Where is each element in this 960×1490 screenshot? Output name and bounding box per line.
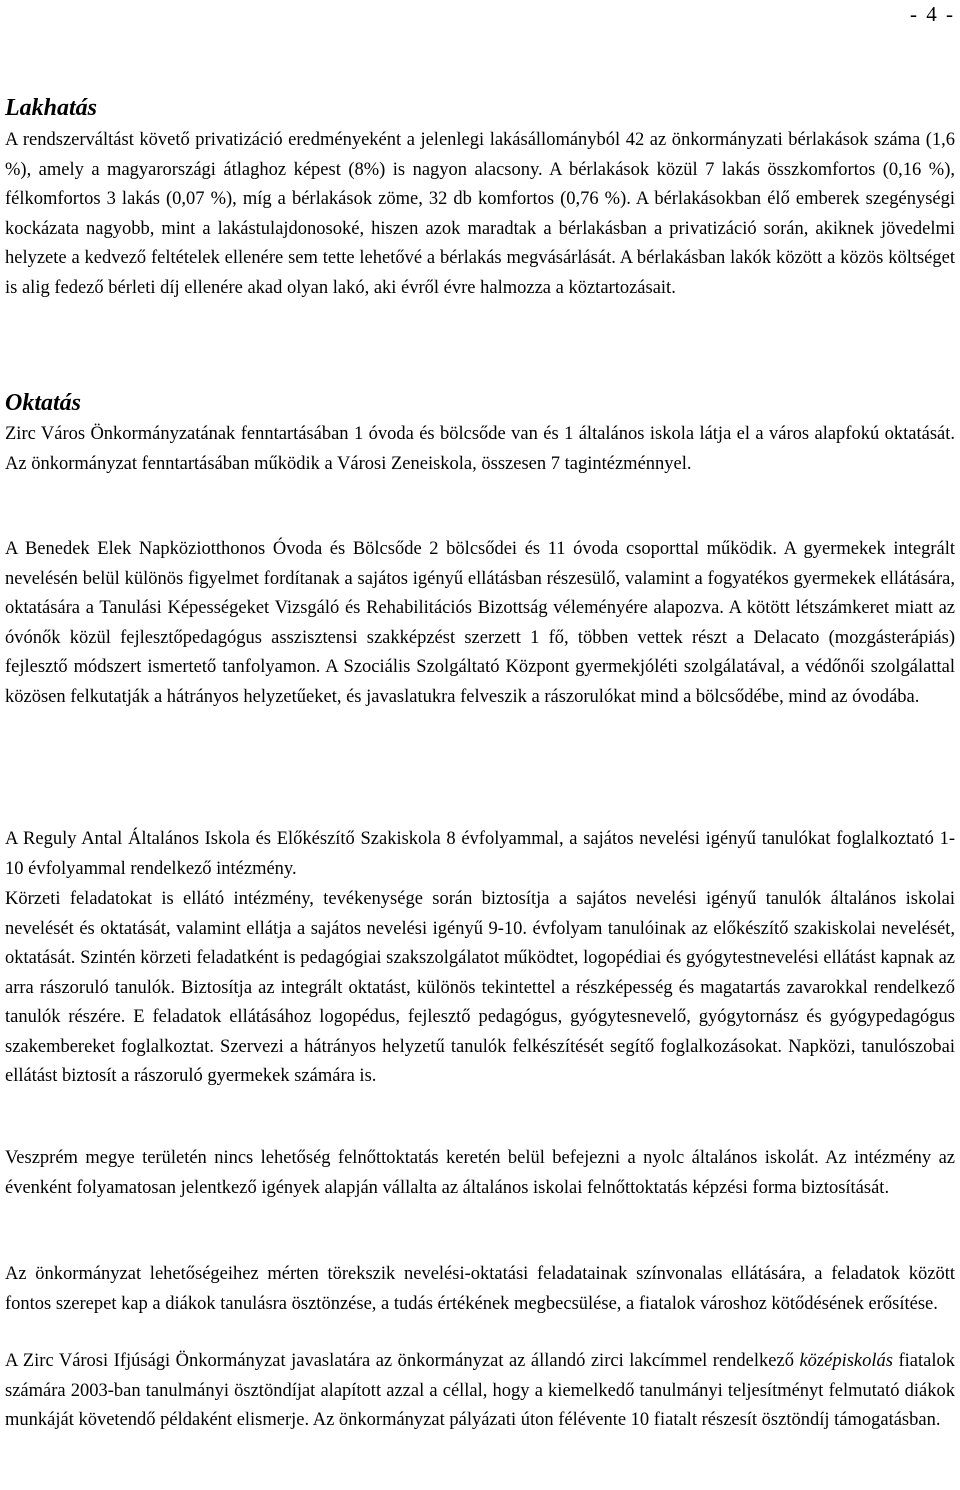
paragraph-7-text-start: A Zirc Városi Ifjúsági Önkormányzat javaslatára az önkormányzat az állandó zirci lakcímmel rendelkező (5, 1351, 800, 1371)
education-paragraph-7 (5, 1347, 955, 1436)
education-paragraph-4: Körzeti feladatokat is ellátó intézmény, tevékenysége során biztosítja a sajátos nevelési igényű tanulók általános iskolai nevelését és oktatását, valamint ellátja a sajátos nevelési igényű 9-10. évfolyam tanulóinak az előkészítő szakiskolai nevelését, oktatását. Szintén körzeti feladatként is pedagógiai szakszolgálatot működtet, logopédiai és gyógytestnevelési ellátást kapnak az arra rászoruló tanulók. Biztosítja az integrált oktatást, különös tekintettel a részképesség és magatartás zavarokkal rendelkező tanulók részére. E feladatok ellátásához logopédus, fejlesztő pedagógus, gyógytesnevelő, gyógytornász és gyógypedagógus szakembereket foglalkoztat. Szervezi a hátrányos helyzetű tanulók felkészítését segítő foglalkozásokat. Napközi, tanulószobai ellátást biztosít a rászoruló gyermekek számára is. (5, 889, 955, 1086)
education-paragraph-2: A Benedek Elek Napköziotthonos Óvoda és Bölcsőde 2 bölcsődei és 11 óvoda csoporttal működik. A gyermekek integrált nevelésén belül különös figyelmet fordítanak a sajátos igényű ellátásban részesülő, valamint a fogyatékos gyermekek ellátására, oktatására a Tanulási Képességeket Vizsgáló és Rehabilitációs Bizottság véleményére alapozva. A kötött létszámkeret miatt az óvónők közül fejlesztőpedagógus asszisztensi szakképzést szerzett 1 fő, többen vettek részt a Delacato (mozgásterápiás) fejlesztő módszert ismertető tanfolyamon. A Szociális Szolgáltató Központ gyermekjóléti szolgálatával, a védőnői szolgálattal közösen felkutatják a hátrányos helyzetűeket, és javaslatukra felveszik a rászorulókat mind a bölcsődébe, mind az óvodába. (5, 539, 955, 707)
education-paragraph-1: Zirc Város Önkormányzatának fenntartásában 1 óvoda és bölcsőde van és 1 általános iskola látja el a város alapfokú oktatását. Az önkormányzat fenntartásában működik a Városi Zeneiskola, összesen 7 tagintézménnyel. (5, 424, 955, 474)
page-number: - 4 - (910, 2, 955, 26)
education-paragraph-3: A Reguly Antal Általános Iskola és Előkészítő Szakiskola 8 évfolyammal, a sajátos nevelési igényű tanulókat foglalkoztató 1-10 évfolyammal rendelkező intézmény. (5, 829, 955, 879)
paragraph-7-text-end: fiatalok számára 2003-ban tanulmányi ösztöndíjat alapított azzal a céllal, hogy a kiemelkedő tanulmányi teljesítményt felmutató diákok munkáját követendő példaként elismerje. Az önkormányzat pályázati úton félévente 10 fiatalt részesít ösztöndíj támogatásban. (5, 1351, 955, 1430)
housing-paragraph: A rendszerváltást követő privatizáció eredményeként a jelenlegi lakásállományból 42 az önkormányzati bérlakások száma (1,6 %), amely a magyarországi átlaghoz képest (8%) is nagyon alacsony. A bérlakások közül 7 lakás összkomfortos (0,16 %), félkomfortos 3 lakás (0,07 %), míg a bérlakások zöme, 32 db komfortos (0,76 %). A bérlakásokban élő emberek szegénységi kockázata nagyobb, mint a lakástulajdonosoké, hiszen azok maradtak a bérlakásban a privatizáció során, akiknek jövedelmi helyzete a kedvező feltételek ellenére sem tette lehetővé a bérlakás megvásárlását. A bérlakásban lakók között a közös költséget is alig fedező bérleti díj ellenére akad olyan lakó, aki évről évre halmozza a köztartozásait. (5, 130, 955, 298)
section-heading-housing: Lakhatás (5, 95, 98, 121)
paragraph-7-italic-term: középiskolás (799, 1351, 893, 1371)
section-heading-education: Oktatás (5, 390, 82, 416)
education-paragraph-6: Az önkormányzat lehetőségeihez mérten törekszik nevelési-oktatási feladatainak színvonalas ellátására, a feladatok között fontos szerepet kap a diákok tanulásra ösztönzése, a tudás értékének megbecsülése, a fiatalok városhoz kötődésének erősítése. (5, 1264, 955, 1314)
education-paragraph-5: Veszprém megye területén nincs lehetőség felnőttoktatás keretén belül befejezni a nyolc általános iskolát. Az intézmény az évenként folyamatosan jelentkező igények alapján vállalta az általános iskolai felnőttoktatás képzési forma biztosítását. (5, 1148, 955, 1198)
